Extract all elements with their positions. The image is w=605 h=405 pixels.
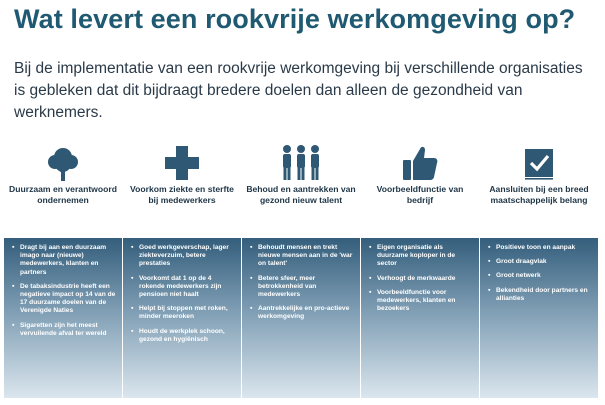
list-item: ▪ Helpt bij stoppen met roken, minder meeroken — [131, 305, 235, 321]
column-title: Duurzaam en verantwoord ondernemen — [9, 184, 117, 205]
thumbs-up-icon — [400, 143, 440, 183]
list-item: ▪ Bekendheid door partners en allianties — [488, 287, 592, 303]
column-header — [123, 142, 241, 238]
list-item: ▪ De tabaksindustrie heeft een negatieve impact op 14 van de 17 duurzame doelen van de Verenigde Naties — [12, 283, 116, 316]
list-item: ▪ Houdt de werkplek schoon, gezond en hygiënisch — [131, 328, 235, 344]
list-item: ▪ Dragt bij aan een duurzaam imago naar (nieuwe) medewerkers, klanten en partners — [12, 244, 116, 277]
tree-icon — [43, 143, 83, 183]
page-title: Wat levert een rookvrije werkomgeving op? — [14, 4, 576, 34]
column-title: Aansluiten bij een breed maatschappelijk belang — [489, 184, 589, 205]
column-title: Voorbeeldfunctie van bedrijf — [376, 184, 464, 205]
column-header — [361, 142, 479, 238]
column-body — [242, 238, 360, 398]
column-title: Voorkom ziekte en sterfte bij medewerkers — [130, 184, 234, 205]
list-item: ▪ Positieve toon en aanpak — [488, 244, 592, 252]
benefit-column-society — [480, 142, 598, 398]
benefit-column-talent — [242, 142, 360, 398]
column-title: Behoud en aantrekken van gezond nieuw talent — [246, 184, 356, 205]
column-body — [361, 238, 479, 398]
list-item: ▪ Sigaretten zijn het meest vervuilende afval ter wereld — [12, 322, 116, 338]
list-item: ▪ Eigen organisatie als duurzame koploper in de sector — [369, 244, 473, 269]
list-item: ▪ Aantrekkelijke en pro-actieve werkomgeving — [250, 305, 354, 321]
list-item: ▪ Goed werkgeverschap, lager ziekteverzuim, betere prestaties — [131, 244, 235, 269]
column-body — [4, 238, 122, 398]
list-item: ▪ Voorkomt dat 1 op de 4 rokende medewerkers zijn pensioen niet haalt — [131, 275, 235, 300]
list-item: ▪ Betere sfeer, meer betrokkenheid van medewerkers — [250, 275, 354, 300]
benefit-columns — [4, 142, 601, 398]
benefit-column-sustainable — [4, 142, 122, 398]
column-body — [480, 238, 598, 398]
list-item: ▪ Groot netwerk — [488, 272, 592, 280]
column-body — [123, 238, 241, 398]
benefit-column-example — [361, 142, 479, 398]
people-group-icon — [278, 143, 324, 183]
checkbox-icon — [521, 145, 557, 181]
intro-text: Bij de implementatie van een rookvrije werkomgeving bij verschillende organisaties is gebleken dat dit bijdraagt bredere doelen dan alleen de gezondheid van werknemers. — [14, 60, 583, 121]
list-item: ▪ Voorbeeldfunctie voor medewerkers, klanten en bezoekers — [369, 289, 473, 314]
column-header — [480, 142, 598, 238]
benefit-column-health — [123, 142, 241, 398]
column-header — [242, 142, 360, 238]
list-item: ▪ Groot draagvlak — [488, 258, 592, 266]
medical-cross-icon — [162, 143, 202, 183]
column-header — [4, 142, 122, 238]
list-item: ▪ Verhoogt de merkwaarde — [369, 275, 473, 283]
list-item: ▪ Behoudt mensen en trekt nieuwe mensen aan in de 'war on talent' — [250, 244, 354, 269]
